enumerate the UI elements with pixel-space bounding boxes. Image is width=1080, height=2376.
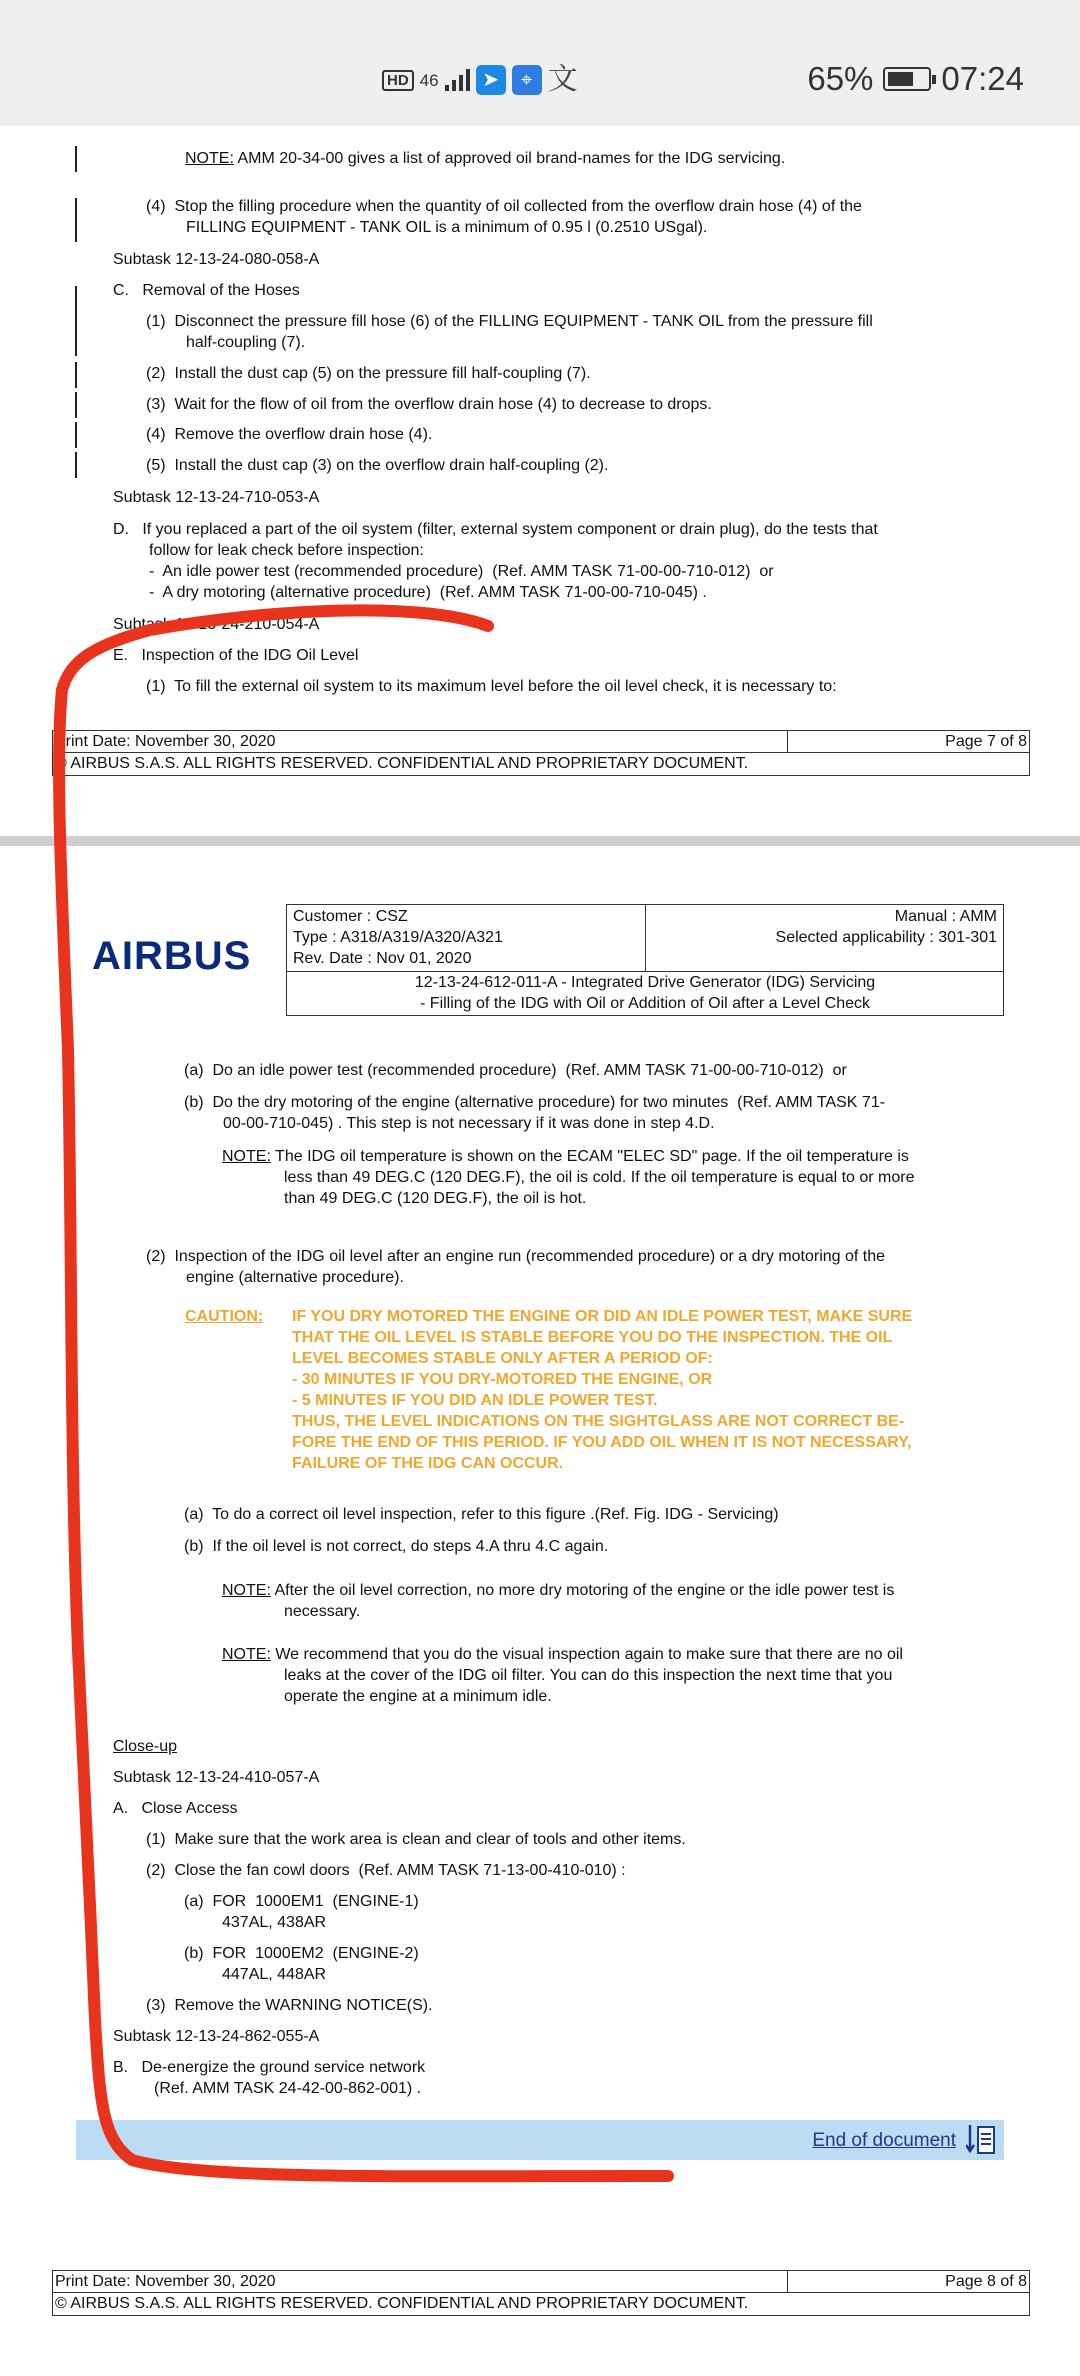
step-line: (1) Make sure that the work area is clean and clear of tools and other items.: [146, 1831, 686, 1848]
end-document-icon[interactable]: [966, 2123, 996, 2157]
note-line: NOTE: The IDG oil temperature is shown on the ECAM "ELEC SD" page. If the oil temperature is: [222, 1148, 909, 1165]
page-separator: [0, 836, 1080, 846]
aircraft-type: Type : A318/A319/A320/A321: [293, 929, 503, 946]
step-line: engine (alternative procedure).: [186, 1269, 404, 1286]
step-line: (a) To do a correct oil level inspection, refer to this figure .(Ref. Fig. IDG - Servicing): [184, 1506, 779, 1523]
battery-icon: [883, 67, 931, 91]
step-line: FILLING EQUIPMENT - TANK OIL is a minimum of 0.95 l (0.2510 USgal).: [186, 219, 708, 236]
caution-line: FAILURE OF THE IDG CAN OCCUR.: [292, 1455, 564, 1472]
step-line: (5) Install the dust cap (3) on the overflow drain half-coupling (2).: [146, 457, 609, 474]
document-page-8: [0, 846, 1080, 2376]
page-header: [286, 904, 1004, 1016]
step-line: (2) Install the dust cap (5) on the pressure fill half-coupling (7).: [146, 365, 591, 382]
section-heading: E. Inspection of the IDG Oil Level: [113, 647, 359, 664]
translate-icon: 文: [547, 63, 578, 96]
hd-badge: HD: [382, 70, 414, 91]
subtask-line: Subtask 12-13-24-862-055-A: [113, 2028, 320, 2045]
revision-bar: [75, 286, 77, 312]
app-notification-icon: ➤: [476, 65, 506, 95]
bullet-line: - An idle power test (recommended procedure) (Ref. AMM TASK 71-00-00-710-012) or: [149, 563, 774, 580]
step-line: 00-00-710-045) . This step is not necessary if it was done in step 4.D.: [223, 1115, 715, 1132]
subtask-line: Subtask 12-13-24-710-053-A: [113, 489, 320, 506]
step-line: 447AL, 448AR: [222, 1966, 327, 1983]
step-line: (a) Do an idle power test (recommended procedure) (Ref. AMM TASK 71-00-00-710-012) or: [184, 1062, 847, 1079]
copyright: © AIRBUS S.A.S. ALL RIGHTS RESERVED. CONFIDENTIAL AND PROPRIETARY DOCUMENT.: [55, 2295, 749, 2312]
customer: Customer : CSZ: [293, 908, 408, 925]
caution-line: FORE THE END OF THIS PERIOD. IF YOU ADD OIL WHEN IT IS NOT NECESSARY,: [292, 1434, 912, 1451]
task-title: 12-13-24-612-011-A - Integrated Drive Generator (IDG) Servicing: [414, 974, 876, 991]
page-footer: [52, 730, 1030, 776]
map-notification-icon: ⌖: [512, 65, 542, 95]
revision-bar: [75, 146, 77, 172]
caution-line: THUS, THE LEVEL INDICATIONS ON THE SIGHTGLASS ARE NOT CORRECT BE-: [292, 1413, 905, 1430]
step-line: 437AL, 438AR: [222, 1914, 327, 1931]
revision-bar: [75, 362, 77, 388]
battery-percent: 65%: [807, 60, 874, 97]
print-date: Print Date: November 30, 2020: [55, 733, 276, 750]
clock: 07:24: [941, 60, 1024, 97]
step-line: (Ref. AMM TASK 24-42-00-862-001) .: [154, 2080, 422, 2097]
section-heading: B. De-energize the ground service network: [113, 2059, 426, 2076]
airbus-logo: AIRBUS: [92, 934, 252, 978]
step-line: (3) Wait for the flow of oil from the overflow drain hose (4) to decrease to drops.: [146, 396, 712, 413]
print-date: Print Date: November 30, 2020: [55, 2273, 276, 2290]
page-number: Page 7 of 8: [945, 733, 1027, 750]
step-line: half-coupling (7).: [186, 334, 306, 351]
note-line: operate the engine at a minimum idle.: [284, 1688, 552, 1705]
status-right: [807, 60, 1024, 98]
copyright: © AIRBUS S.A.S. ALL RIGHTS RESERVED. CONFIDENTIAL AND PROPRIETARY DOCUMENT.: [55, 755, 749, 772]
page-footer: [52, 2270, 1030, 2316]
status-bar: [0, 0, 1080, 126]
note-line: less than 49 DEG.C (120 DEG.F), the oil is cold. If the oil temperature is equal to or more: [284, 1169, 915, 1186]
note-line: necessary.: [284, 1603, 361, 1620]
subtask-line: Subtask 12-13-24-410-057-A: [113, 1769, 320, 1786]
step-line: (4) Stop the filling procedure when the quantity of oil collected from the overflow drain hose (4) of the: [146, 198, 862, 215]
revision-bar: [75, 392, 77, 418]
step-line: (4) Remove the overflow drain hose (4).: [146, 426, 433, 443]
step-line: (1) Disconnect the pressure fill hose (6) of the FILLING EQUIPMENT - TANK OIL from the pressure fill: [146, 313, 873, 330]
step-line: (1) To fill the external oil system to its maximum level before the oil level check, it is necessary to:: [146, 678, 837, 695]
bullet-line: - A dry motoring (alternative procedure) (Ref. AMM TASK 71-00-00-710-045) .: [149, 584, 707, 601]
section-heading: D. If you replaced a part of the oil system (filter, external system component or drain plug), do the tests that: [113, 521, 878, 538]
revision-date: Rev. Date : Nov 01, 2020: [293, 950, 472, 967]
revision-bar: [75, 198, 77, 242]
status-icons: [382, 56, 578, 104]
end-of-document-link[interactable]: End of document: [812, 2130, 956, 2151]
section-heading: C. Removal of the Hoses: [113, 282, 300, 299]
step-line: (2) Inspection of the IDG oil level after an engine run (recommended procedure) or a dry motoring of the: [146, 1248, 886, 1265]
caution-line: LEVEL BECOMES STABLE ONLY AFTER A PERIOD OF:: [292, 1350, 713, 1367]
network-type-label: 46: [419, 70, 439, 90]
note-line: NOTE: AMM 20-34-00 gives a list of approved oil brand-names for the IDG servicing.: [185, 150, 786, 167]
document-page-7: [0, 126, 1080, 836]
note-line: leaks at the cover of the IDG oil filter. You can do this inspection the next time that you: [284, 1667, 893, 1684]
manual: Manual : AMM: [894, 908, 997, 925]
step-line: (b) If the oil level is not correct, do steps 4.A thru 4.C again.: [184, 1538, 609, 1555]
note-line: NOTE: After the oil level correction, no more dry motoring of the engine or the idle power test is: [222, 1582, 895, 1599]
page-number: Page 8 of 8: [945, 2273, 1027, 2290]
caution-line: IF YOU DRY MOTORED THE ENGINE OR DID AN IDLE POWER TEST, MAKE SURE: [292, 1308, 913, 1325]
caution-label: CAUTION:: [185, 1308, 264, 1325]
step-line: (b) Do the dry motoring of the engine (alternative procedure) for two minutes (Ref. AMM TASK 71-: [184, 1094, 886, 1111]
subtask-line: Subtask 12-13-24-210-054-A: [113, 616, 320, 633]
applicability: Selected applicability : 301-301: [775, 929, 997, 946]
step-line: (a) FOR 1000EM1 (ENGINE-1): [184, 1893, 419, 1910]
subtask-line: Subtask 12-13-24-080-058-A: [113, 251, 320, 268]
caution-line: THAT THE OIL LEVEL IS STABLE BEFORE YOU DO THE INSPECTION. THE OIL: [292, 1329, 893, 1346]
step-line: (2) Close the fan cowl doors (Ref. AMM TASK 71-13-00-410-010) :: [146, 1862, 626, 1879]
revision-bar: [75, 312, 77, 356]
note-line: than 49 DEG.C (120 DEG.F), the oil is hot.: [284, 1190, 587, 1207]
section-heading-close-up: Close-up: [113, 1738, 178, 1755]
step-line: (3) Remove the WARNING NOTICE(S).: [146, 1997, 433, 2014]
step-line: (b) FOR 1000EM2 (ENGINE-2): [184, 1945, 419, 1962]
end-of-document-bar: [76, 2120, 1004, 2160]
task-subtitle: - Filling of the IDG with Oil or Addition of Oil after a Level Check: [420, 995, 870, 1012]
note-line: NOTE: We recommend that you do the visual inspection again to make sure that there are no oil: [222, 1646, 903, 1663]
step-line: follow for leak check before inspection:: [149, 542, 424, 559]
caution-line: - 30 MINUTES IF YOU DRY-MOTORED THE ENGINE, OR: [292, 1371, 713, 1388]
revision-bar: [75, 422, 77, 448]
revision-bar: [75, 452, 77, 478]
section-heading: A. Close Access: [113, 1800, 238, 1817]
caution-line: - 5 MINUTES IF YOU DID AN IDLE POWER TEST.: [292, 1392, 658, 1409]
signal-icon: [445, 69, 470, 91]
